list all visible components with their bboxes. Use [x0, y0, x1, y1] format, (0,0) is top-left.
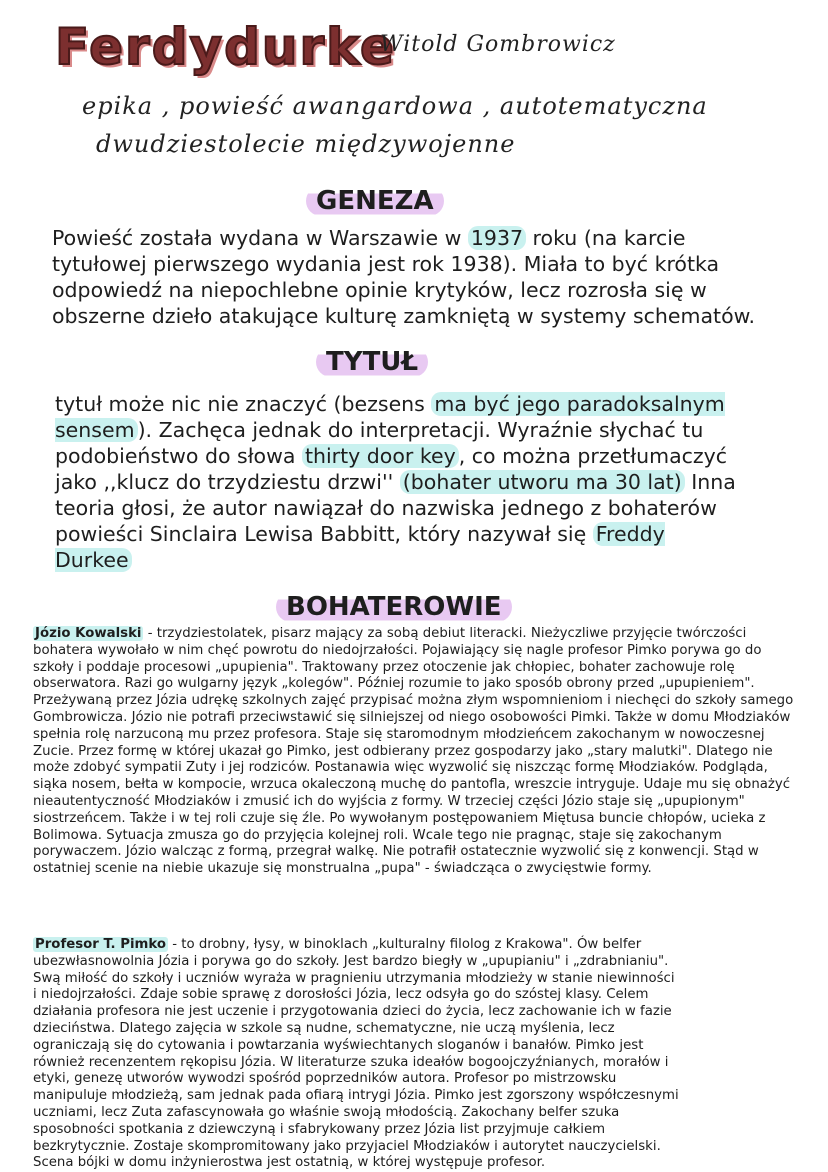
tytul-text-2: ). Zachęca jednak do interpretacji. Wyraźnie słychać tu podobieństwo do słowa	[55, 418, 704, 468]
section-heading-bohaterowie: BOHATEROWIE	[276, 592, 512, 622]
tytul-paragraph	[55, 391, 745, 573]
geneza-paragraph	[52, 225, 772, 329]
character-desc-pimko: - to drobny, łysy, w binoklach „kulturalny filolog z Krakowa". Ów belfer ubezwłasnowolnia Józia i porywa go do szkoły. Jest bardzo biegły w „upupianiu" i „zdrabnianiu". Swą miłość do szkoły i uczniów wyraża w pragnieniu utrzymania młodzieży w stanie niewinności i niedojrzałości. Zdaje sobie sprawę z dorosłości Józia, lecz odsyła go do szóstej klasy. Celem działania profesora nie jest uczenie i przygotowania dzieci do życia, lecz zachowanie ich w fazie dzieciństwa. Dlatego zajęcia w szkole są nudne, schematyczne, nie uczą myślenia, lecz ograniczają się do cytowania i powtarzania wyświechtanych sloganów i banałów. Pimko jest również recenzentem rękopisu Józia. W literaturze szuka ideałów bogoojczyźnianych, morałów i etyki, genezę utworów wywodzi spośród poprzedników autora. Profesor po mistrzowsku manipuluje młodzieżą, sam jednak pada ofiarą intrygi Józia. Pimko jest zgorszony współczesnymi uczniami, lecz Zuta zafascynowała go właśnie swoją młodością. Zakochany belfer szuka sposobności spotkania z dziewczyną i sfabrykowany przez Józia list przyjmuje całkiem bezkrytycznie. Zostaje skompromitowany jako przyjaciel Młodziaków i autorytet nauczycielski. Scena bójki w domu inżynierostwa jest ostatnią, w której występuje profesor.	[33, 937, 679, 1171]
bohaterowie-pimko	[33, 937, 681, 1172]
tytul-highlight-age: (bohater utworu ma 30 lat)	[400, 470, 685, 494]
character-name-pimko: Profesor T. Pimko	[35, 937, 166, 952]
author-name: Witold Gombrowicz	[380, 32, 616, 57]
tytul-highlight-freddy: Freddy Durkee	[55, 522, 665, 572]
tytul-highlight-paradox: ma być jego paradoksalnym sensem	[55, 392, 725, 442]
page-title: Ferdydurke	[55, 18, 396, 76]
tytul-text-1: tytuł może nic nie znaczyć (bezsens	[55, 392, 432, 416]
section-heading-geneza: GENEZA	[306, 186, 444, 216]
genre-line: epika , powieść awangardowa , autotematyczna	[82, 92, 708, 120]
character-desc-jozio: - trzydziestolatek, pisarz mający za sobą debiut literacki. Nieżyczliwe przyjęcie twórczości bohatera wywołało w nim chęć powrotu do niedojrzałości. Pojawiający się nagle profesor Pimko porywa go do szkoły i poddaje procesowi „upupienia". Traktowany przez otoczenie jak chłopiec, bohater zachowuje rolę obserwatora. Razi go wulgarny język „kolegów". Później rozumie to jako sposób obrony przed „upupieniem". Przeżywaną przez Józia udrękę szkolnych zajęć przypisać można złym wspomnieniom i niechęci do szkoły samego Gombrowicza. Józio nie potrafi przeciwstawić się silniejszej od niego osobowości Pimki. Także w domu Młodziaków spełnia rolę narzuconą mu przez profesora. Staje się staromodnym młodzieńcem zakochanym w nowoczesnej Zucie. Przez formę w której ukazał go Pimko, jest odbierany przez gospodarzy jako „stary malutki". Dlatego nie może zdobyć sympatii Zuty i jej rodziców. Postanawia więc wyzwolić się niszcząc formę Młodziaków. Podgląda, siąka nosem, bełta w kompocie, wrzuca okaleczoną muchę do pantofla, wreszcie intryguje. Udaje mu się obnażyć nieautentyczność Młodziaków i zmusić ich do wyjścia z formy. W trzeciej części Józio staje się „upupionym" siostrzeńcem. Także i w tej roli czuje się źle. Po wywołanym postępowaniem Miętusa buncie chłopów, ucieka z Bolimowa. Sytuacja zmusza go do przyjęcia kolejnej roli. Wcale tego nie pragnąc, staje się zakochanym porywaczem. Józio walcząc z formą, przegrał walkę. Nie potrafił ostatecznie wyzwolić się z konwencji. Stąd w ostatniej scenie na niebie ukazuje się monstrualna „pupa" - świadcząca o zwycięstwie formy.	[33, 626, 794, 877]
tytul-highlight-key: thirty door key	[302, 444, 459, 468]
section-heading-tytul: TYTUŁ	[316, 347, 428, 377]
geneza-text-end: roku (na karcie tytułowej pierwszego wydania jest rok 1938). Miała to być krótka odpowiedź na niepochlebne opinie krytyków, lecz rozrosła się w obszerne dzieło atakujące kulturę zamkniętą w systemy schematów.	[52, 226, 756, 328]
tytul-text-3: , co można przetłumaczyć jako ,,klucz do trzydziestu drzwi''	[55, 444, 728, 494]
bohaterowie-jozio	[33, 626, 795, 878]
geneza-year: 1937	[468, 226, 526, 250]
epoch-line: dwudziestolecie międzywojenne	[96, 130, 516, 158]
geneza-text-start: Powieść została wydana w Warszawie w	[52, 226, 468, 250]
character-name-jozio: Józio Kowalski	[35, 626, 142, 641]
tytul-text-4: Inna teoria głosi, że autor nawiązał do nazwiska jednego z bohaterów powieści Sinclaira Lewisa Babbitt, który nazywał się	[55, 470, 736, 546]
